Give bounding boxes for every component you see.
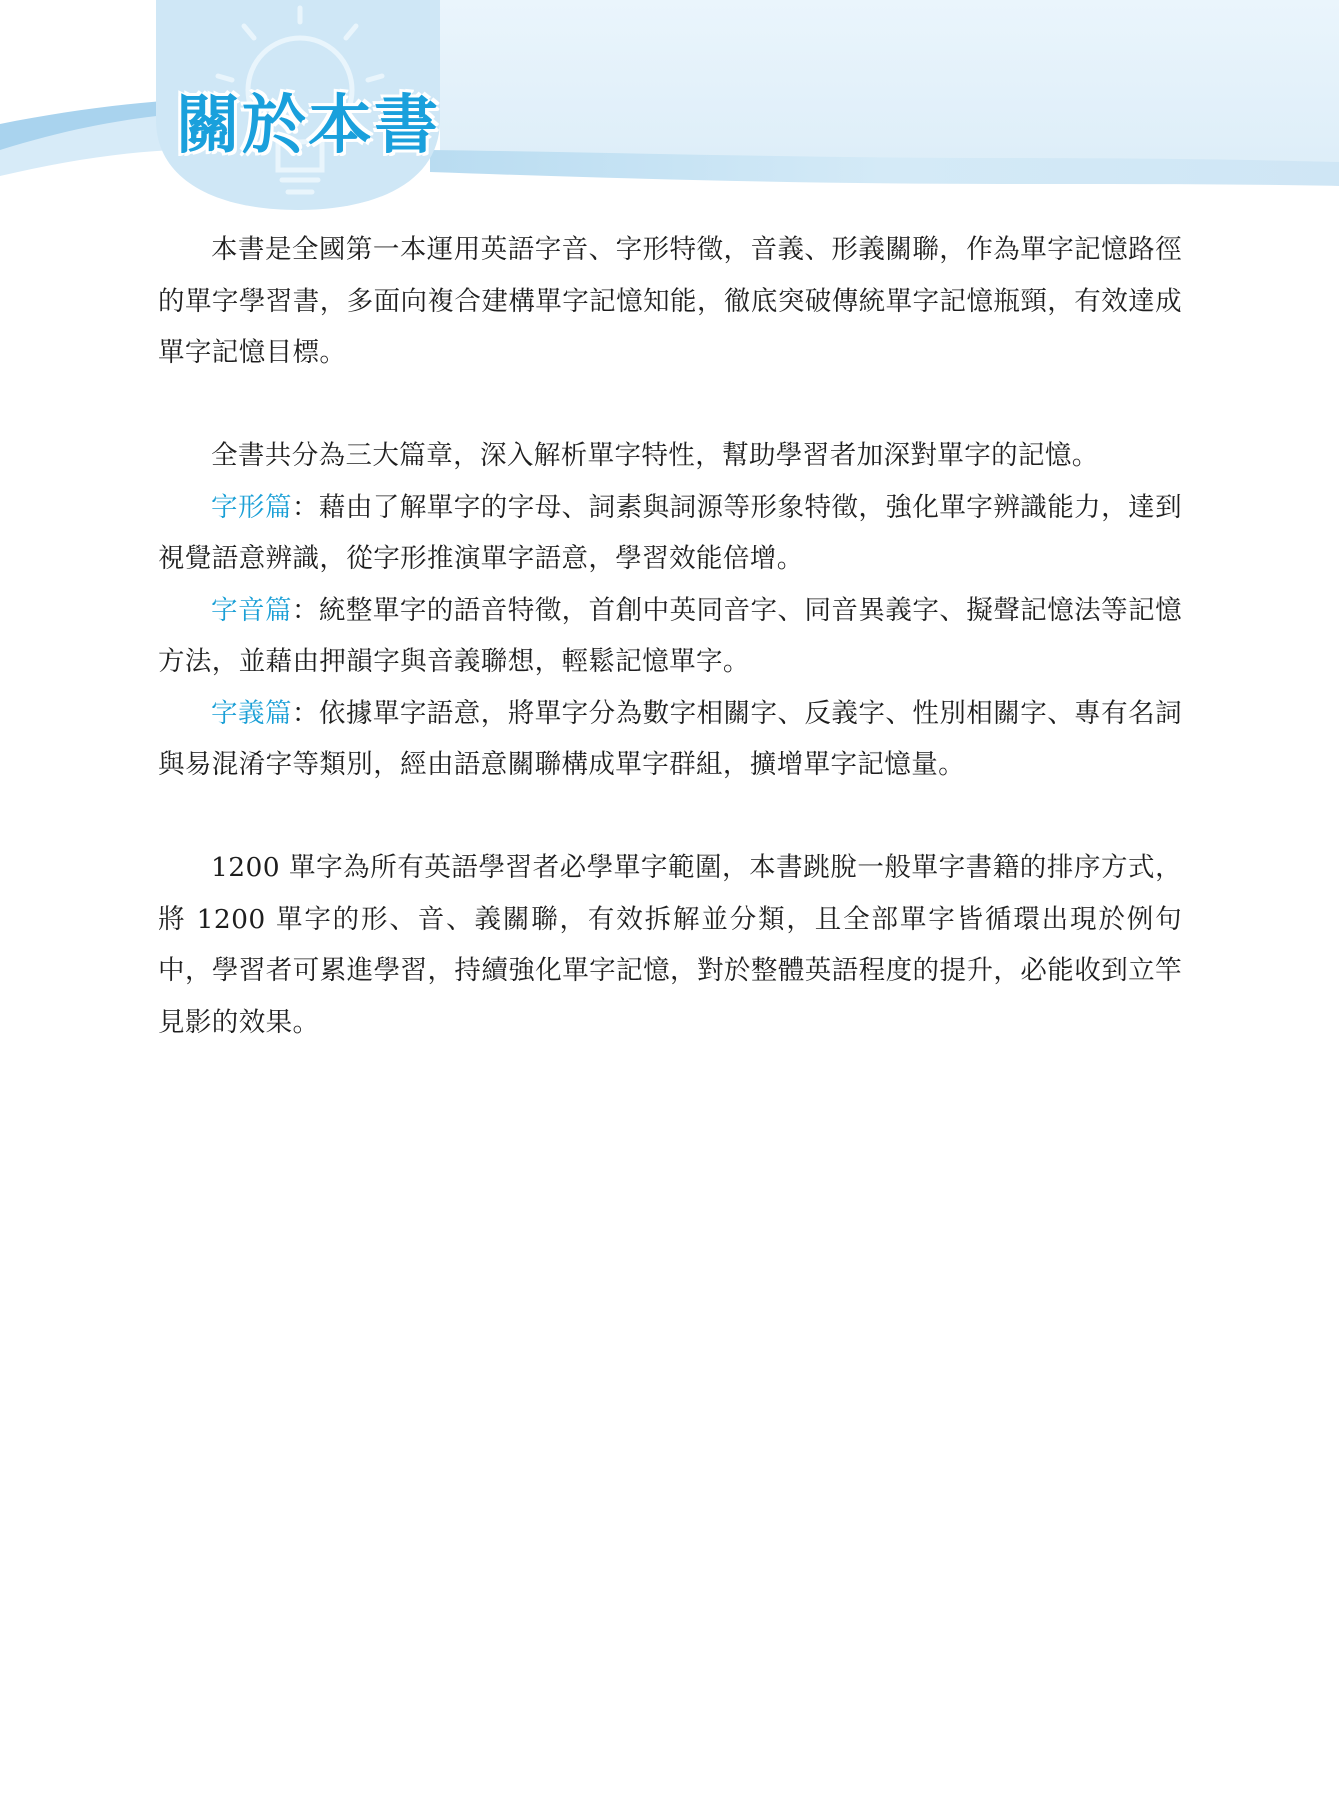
chapters-intro-paragraph: 全書共分為三大篇章，深入解析單字特性，幫助學習者加深對單字的記憶。 xyxy=(211,440,1099,471)
chapter-term-meaning: 字義篇 xyxy=(211,697,292,729)
chapter-paragraph-shape xyxy=(158,482,1182,585)
chapter-text-meaning: ：依據單字語意，將單字分為數字相關字、反義字、性別相關字、專有名詞與易混淆字等類別，經由語意關聯構成單字群組，擴增單字記憶量。 xyxy=(158,697,1183,780)
page-title: 關於本書 xyxy=(176,89,440,163)
body-text xyxy=(158,224,1182,1048)
chapter-paragraph-sound xyxy=(158,585,1182,688)
chapter-text-sound: ：統整單字的語音特徵，首創中英同音字、同音異義字、擬聲記憶法等記憶方法，並藉由押韻字與音義聯想，輕鬆記憶單字。 xyxy=(158,594,1183,677)
conclusion-paragraph: 1200 單字為所有英語學習者必學單字範圍，本書跳脫一般單字書籍的排序方式，將 1200 單字的形、音、義關聯，有效拆解並分類，且全部單字皆循環出現於例句中，學習者可累進學習，持續強化單字記憶，對於整體英語程度的提升，必能收到立竿見影的效果。 xyxy=(158,852,1182,1038)
chapter-text-shape: ：藉由了解單字的字母、詞素與詞源等形象特徵，強化單字辨識能力，達到視覺語意辨識，從字形推演單字語意，學習效能倍增。 xyxy=(158,491,1183,574)
chapter-term-shape: 字形篇 xyxy=(211,491,292,523)
chapter-paragraph-meaning xyxy=(158,688,1182,791)
chapter-term-sound: 字音篇 xyxy=(211,594,292,626)
intro-paragraph: 本書是全國第一本運用英語字音、字形特徵，音義、形義關聯，作為單字記憶路徑的單字學習書，多面向複合建構單字記憶知能，徹底突破傳統單字記憶瓶頸，有效達成單字記憶目標。 xyxy=(158,234,1182,368)
